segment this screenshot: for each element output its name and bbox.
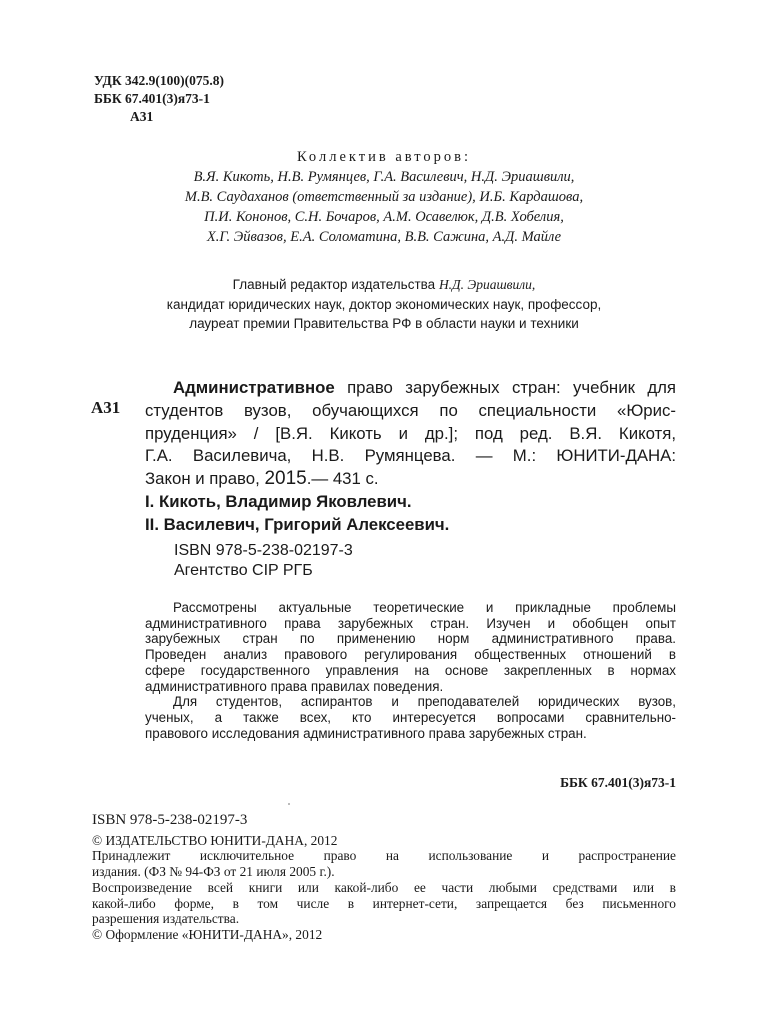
udk-block [94,72,224,126]
udk-code: УДК 342.9(100)(075.8) [94,73,224,88]
bbk-code: ББК 67.401(3)я73-1 [94,91,210,106]
cip-agency: Агентство CIP РГБ [174,562,313,579]
biblio-line: Административное право зарубежных стран: учебник для [173,378,676,397]
abstract [145,600,676,741]
copyright-line: Принадлежит исключительное право на использование и распространение [92,848,676,864]
biblio-year: 2015 [264,468,307,490]
authors-line: Х.Г. Эйвазов, Е.А. Соломатина, В.В. Сажина, А.Д. Майле [206,229,562,245]
abstract-line: ученых, а также всех, кто интересуется вопросами сравнительно- [145,709,676,725]
authors-heading: Коллектив авторов: [296,149,472,165]
abstract-line: Проведен анализ правового регулирования общественных отношений в [145,647,676,663]
authors-line: М.В. Саудаханов (ответственный за издание), И.Б. Кардашова, [184,189,584,205]
biblio-author-mark: А31 [91,398,121,417]
copyright-line: Воспроизведение всей книги или какой-либо ее части любыми средствами или в [92,879,676,895]
bibliographic-record [145,377,676,537]
editor-line-3: лауреат премии Правительства РФ в области науки и техники [189,316,579,331]
abstract-line: Рассмотрены актуальные теоретические и прикладные проблемы [173,600,676,615]
editor-block [0,275,768,334]
authors-line: В.Я. Кикоть, Н.В. Румянцев, Г.А. Василевич, Н.Д. Эриашвили, [193,169,575,185]
biblio-author-entry: II. Василевич, Григорий Алексеевич. [145,514,450,534]
biblio-line: пруденция» / [В.Я. Кикоть и др.]; под ред. В.Я. Кикотя, [145,423,676,443]
editor-line-1: Главный редактор издательства Н.Д. Эриашвили, [232,277,536,292]
copyright-line: издания. (ФЗ № 94-ФЗ от 21 июля 2005 г.). [92,864,335,880]
isbn-block [174,541,353,581]
biblio-author-entry: I. Кикоть, Владимир Яковлевич. [145,491,412,511]
abstract-line: зарубежных стран по применению норм административного права. [145,631,676,647]
abstract-line: административного права правилах поведения. [145,678,444,694]
abstract-line: правового исследования административного права зарубежных стран. [145,725,587,741]
abstract-line: сфере государственного управления на основе закрепленных в нормах [145,662,676,678]
bbk-code-footer: ББК 67.401(3)я73-1 [560,775,676,790]
biblio-line: студентов вузов, обучающихся по специальности «Юрис- [145,400,676,420]
isbn-footer: ISBN 978-5-238-02197-3 [92,812,248,828]
biblio-title: Административное [173,378,335,397]
copyright-line: © ИЗДАТЕЛЬСТВО ЮНИТИ-ДАНА, 2012 [92,832,338,848]
copyright-line: какой-либо форме, в том числе в интернет-сети, запрещается без письменного [92,895,676,911]
authors-block [0,147,768,247]
abstract-line: административного права зарубежных стран. Изучен и обобщен опыт [145,615,676,631]
isbn: ISBN 978-5-238-02197-3 [174,542,353,559]
editor-name: Н.Д. Эриашвили, [438,277,536,292]
biblio-line: Закон и право, 2015.— 431 с. [145,468,379,490]
copyright-line: © Оформление «ЮНИТИ-ДАНА», 2012 [92,926,323,942]
divider-mark [288,803,290,805]
biblio-line: Г.А. Василевича, Н.В. Румянцева. — М.: ЮНИТИ-ДАНА: [145,446,676,466]
authors-line: П.И. Кононов, С.Н. Бочаров, А.М. Осавелюк, Д.В. Хобелия, [204,209,564,225]
author-mark-code: А31 [130,109,154,124]
copyright-line: разрешения издательства. [92,911,240,927]
copyright-block [92,813,676,943]
editor-line-2: кандидат юридических наук, доктор экономических наук, профессор, [166,296,602,312]
abstract-line: Для студентов, аспирантов и преподавателей юридических вузов, [173,694,676,710]
